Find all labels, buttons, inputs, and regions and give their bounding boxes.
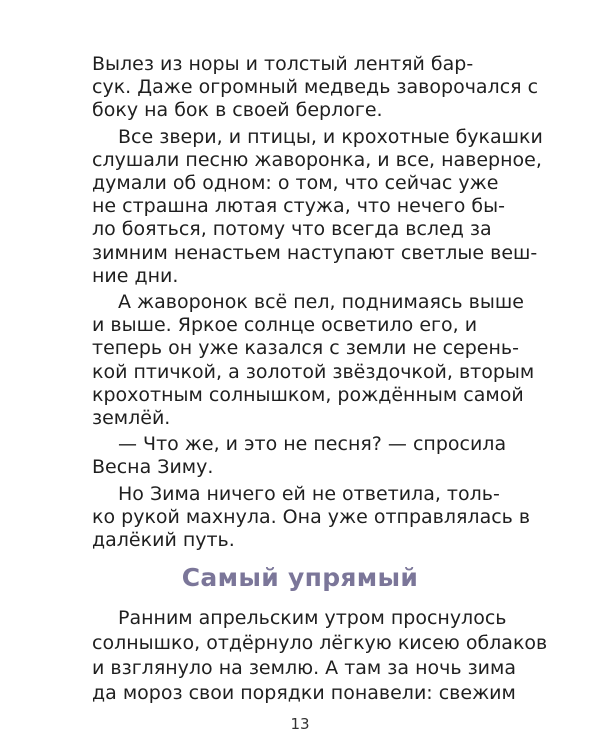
text-line: и взглянуло на землю. А там за ночь зима [92,657,517,679]
text-line: Вылез из норы и толстый лентяй бар- [92,53,474,75]
text-line: крохотным солнышком, рождённым самой [92,384,524,406]
text-line: А жаворонок всё пел, поднимаясь выше [118,291,524,313]
text-line: зимним ненастьем наступают светлые веш- [92,242,538,264]
text-line: да мороз свои порядки понавели: свежим [92,682,516,704]
text-line: боку на бок в своей берлоге. [92,99,383,121]
text-line: Ранним апрельским утром проснулось [118,607,507,629]
text-line: не страшна лютая стужа, что нечего бы- [92,195,505,217]
text-line: Все звери, и птицы, и крохотные букашки [118,126,543,148]
text-line: землёй. [92,407,171,429]
text-line: Но Зима ничего ей не ответила, толь- [118,483,500,505]
text-line: ко рукой махнула. Она уже отправлялась в [92,506,531,528]
text-line: сук. Даже огромный медведь заворочался с [92,76,539,98]
text-line: и выше. Яркое солнце осветило его, и [92,314,478,336]
chapter-heading: Самый упрямый [181,563,419,592]
text-line: далёкий путь. [92,529,235,551]
text-line: ние дни. [92,265,179,287]
text-line: солнышко, отдёрнуло лёгкую кисею облаков [92,632,548,654]
page-number: 13 [290,715,310,733]
text-line: кой птичкой, а золотой звёздочкой, вторым [92,361,535,383]
text-line: думали об одном: о том, что сейчас уже [92,172,499,194]
text-line: Весна Зиму. [92,456,214,478]
text-line: теперь он уже казался с земли не серень- [92,337,519,359]
text-line: — Что же, и это не песня? — спросила [118,433,507,455]
text-line: слушали песню жаворонка, и все, наверное, [92,149,542,171]
text-line: ло бояться, потому что всегда вслед за [92,218,492,240]
